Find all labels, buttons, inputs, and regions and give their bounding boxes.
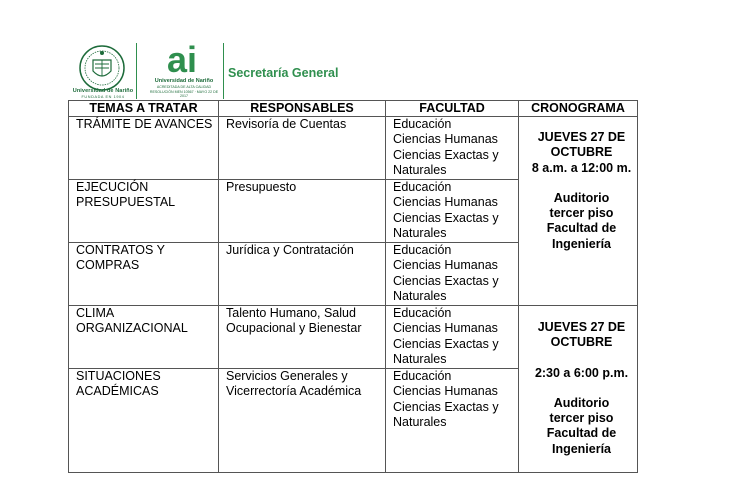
header-divider	[223, 43, 224, 99]
facultad-item: Ciencias Exactas y	[393, 336, 499, 351]
responsables-cell: Presupuesto	[219, 180, 386, 243]
cronograma-place: Auditorio	[553, 395, 610, 410]
facultad-item: Educación	[393, 180, 452, 194]
tema-cell: TRÁMITE DE AVANCES	[69, 117, 219, 180]
facultad-item: Educación	[393, 369, 452, 383]
facultad-item: Ciencias Exactas y	[393, 210, 499, 225]
facultad-cell	[386, 243, 519, 306]
facultad-cell	[386, 369, 519, 473]
cronograma-cell-afternoon	[519, 306, 638, 473]
header-temas: TEMAS A TRATAR	[69, 101, 219, 117]
responsables-cell: Talento Humano, Salud Ocupacional y Bienestar	[219, 306, 386, 369]
facultad-item: Educación	[393, 306, 452, 320]
responsables-cell: Jurídica y Contratación	[219, 243, 386, 306]
cronograma-place: Facultad de	[546, 426, 617, 441]
facultad-item: Ciencias Humanas	[393, 195, 498, 210]
tema-cell: EJECUCIÓN PRESUPUESTAL	[69, 180, 219, 243]
responsables-cell: Revisoría de Cuentas	[219, 117, 386, 180]
facultad-item: Ciencias Humanas	[393, 258, 498, 273]
tema-cell: CLIMA ORGANIZACIONAL	[69, 306, 219, 369]
seal-university-name: Universidad de Nariño	[72, 88, 134, 94]
agenda-table	[68, 100, 638, 473]
office-title: Secretaría General	[228, 66, 339, 80]
ai-accreditation-text	[146, 85, 222, 99]
facultad-item: Ciencias Humanas	[393, 132, 498, 147]
table-row	[69, 306, 638, 369]
facultad-cell	[386, 180, 519, 243]
facultad-item: Ciencias Exactas y	[393, 273, 499, 288]
document-header	[72, 38, 376, 100]
cronograma-time: 8 a.m. a 12:00 m.	[531, 160, 632, 175]
header-facultad: FACULTAD	[386, 101, 519, 117]
seal-founded-text: FUNDADA EN 1904	[81, 95, 125, 99]
tema-cell: SITUACIONES ACADÉMICAS	[69, 369, 219, 473]
table-header-row	[69, 101, 638, 117]
facultad-item: Naturales	[393, 162, 447, 177]
accreditation-line-2: RESOLUCIÓN MEN 10567 · MAYO 22 DE 2017	[149, 89, 219, 98]
table-row	[69, 117, 638, 180]
facultad-item: Naturales	[393, 351, 447, 366]
facultad-cell	[386, 306, 519, 369]
cronograma-place: Auditorio	[553, 190, 610, 205]
facultad-item: Ciencias Humanas	[393, 321, 498, 336]
responsables-cell: Servicios Generales y Vicerrectoría Académica	[219, 369, 386, 473]
facultad-item: Naturales	[393, 288, 447, 303]
cronograma-date: JUEVES 27 DE	[537, 320, 626, 334]
cronograma-date: OCTUBRE	[550, 335, 613, 350]
header-divider	[136, 43, 137, 99]
facultad-item: Ciencias Exactas y	[393, 147, 499, 162]
facultad-item: Educación	[393, 117, 452, 131]
ai-university-name: Universidad de Nariño	[154, 78, 214, 84]
facultad-item: Educación	[393, 243, 452, 257]
ai-accreditation-logo	[162, 42, 202, 76]
cronograma-cell-morning	[519, 117, 638, 306]
facultad-item: Naturales	[393, 225, 447, 240]
facultad-item: Naturales	[393, 414, 447, 429]
tema-cell: CONTRATOS Y COMPRAS	[69, 243, 219, 306]
header-responsables: RESPONSABLES	[219, 101, 386, 117]
cronograma-time: 2:30 a 6:00 p.m.	[534, 365, 629, 380]
ai-logo-text: ai	[166, 42, 198, 76]
cronograma-date: OCTUBRE	[550, 145, 613, 160]
cronograma-place: Ingeniería	[551, 441, 612, 456]
accreditation-line-1: ACREDITADA DE ALTA CALIDAD	[156, 85, 212, 89]
facultad-item: Ciencias Exactas y	[393, 399, 499, 414]
cronograma-place: tercer piso	[549, 206, 614, 221]
cronograma-place: tercer piso	[549, 411, 614, 426]
header-cronograma: CRONOGRAMA	[519, 101, 638, 117]
facultad-item: Ciencias Humanas	[393, 384, 498, 399]
cronograma-place: Ingeniería	[551, 236, 612, 251]
cronograma-date: JUEVES 27 DE	[537, 130, 626, 144]
cronograma-place: Facultad de	[546, 221, 617, 236]
facultad-cell	[386, 117, 519, 180]
